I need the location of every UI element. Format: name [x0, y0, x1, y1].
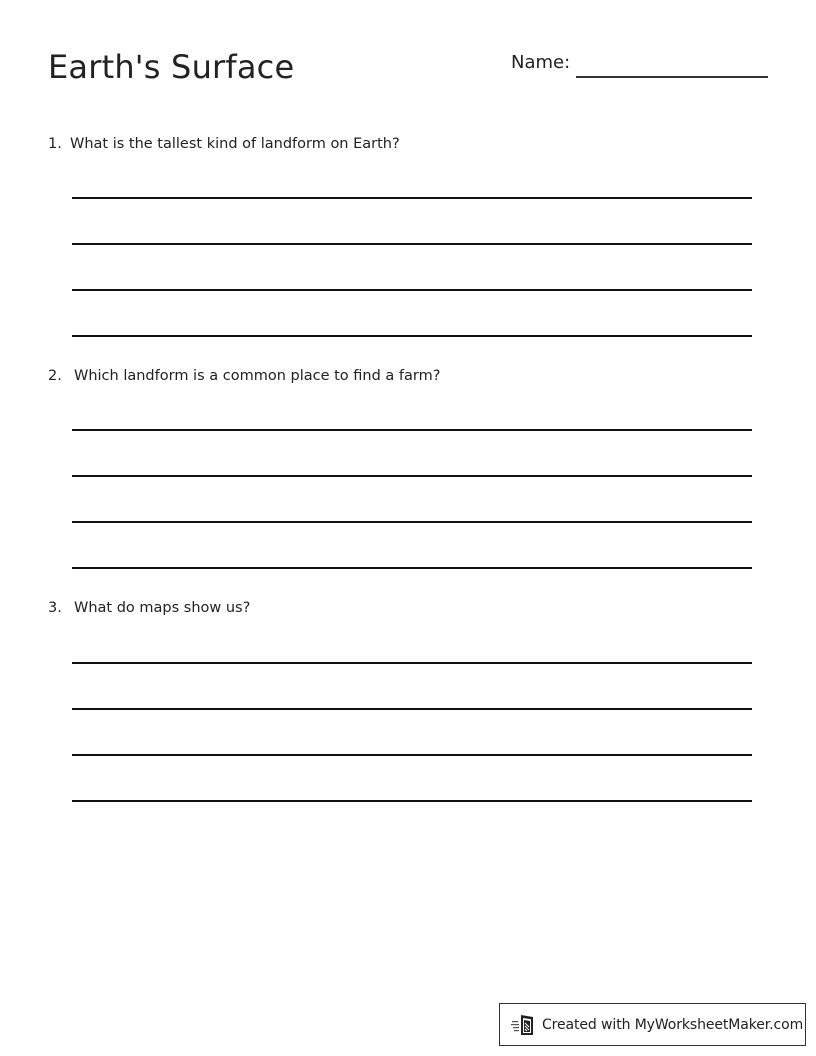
answer-line-3-2[interactable]	[72, 708, 752, 710]
question-number: 3.	[48, 600, 62, 616]
question-text: Which landform is a common place to find a farm?	[74, 368, 441, 384]
answer-line-3-1[interactable]	[72, 662, 752, 664]
created-with-badge[interactable]	[499, 1003, 806, 1046]
answer-line-1-2[interactable]	[72, 243, 752, 245]
answer-line-2-1[interactable]	[72, 429, 752, 431]
name-field-group	[511, 50, 771, 80]
answer-line-3-3[interactable]	[72, 754, 752, 756]
question-3	[48, 598, 250, 618]
answer-line-1-4[interactable]	[72, 335, 752, 337]
worksheet-title: Earth's Surface	[48, 48, 295, 86]
name-input-line[interactable]	[576, 76, 768, 78]
answer-line-3-4[interactable]	[72, 800, 752, 802]
question-text: What do maps show us?	[74, 600, 251, 616]
worksheet-maker-logo-icon	[511, 1013, 537, 1037]
answer-line-1-3[interactable]	[72, 289, 752, 291]
answer-line-1-1[interactable]	[72, 197, 752, 199]
question-1	[48, 134, 400, 154]
created-with-text: Created with MyWorksheetMaker.com	[542, 1016, 804, 1033]
question-text: What is the tallest kind of landform on Earth?	[70, 136, 400, 152]
name-label: Name:	[511, 52, 571, 73]
question-number: 2.	[48, 368, 62, 384]
question-number: 1.	[48, 136, 62, 152]
answer-line-2-4[interactable]	[72, 567, 752, 569]
question-2	[48, 366, 440, 386]
answer-line-2-3[interactable]	[72, 521, 752, 523]
answer-line-2-2[interactable]	[72, 475, 752, 477]
